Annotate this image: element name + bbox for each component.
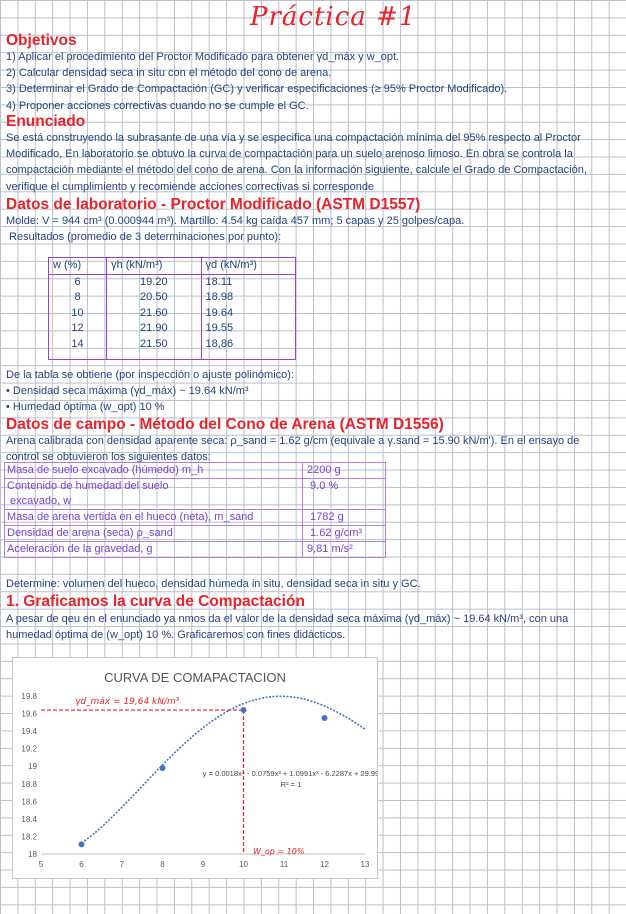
x-tick-label: 12 — [320, 860, 329, 869]
enunciado-text — [6, 130, 587, 195]
table-row — [5, 526, 386, 542]
table-row — [49, 321, 296, 337]
table-row — [5, 463, 386, 479]
section1-text — [6, 611, 568, 643]
conclusion-line: • Humedad óptima (w_opt) 10 % — [6, 401, 165, 414]
y-tick-label: 19.4 — [21, 727, 37, 737]
proctor-header-gd: γd (kN/m³) — [201, 258, 295, 275]
table-cell: 19.20 — [107, 274, 201, 290]
laboratorio-heading: Datos de laboratorio - Proctor Modificado (ASTM D1557) — [6, 196, 421, 213]
determine-line: Determine: volumen del hueco, densidad húmeda in situ, densidad seca in situ y GC. — [6, 578, 421, 590]
enunciado-line: Se está construyendo la subrasante de una vía y se especifica una compactación mínima del 95% respecto al Proctor — [6, 132, 581, 144]
field-label: Masa de arena vertida en el hueco (neta), m_sand — [5, 510, 303, 526]
conclusion-line: • Densidad seca máxima (γd_máx) ~ 19.64 kN/m³ — [6, 385, 249, 398]
campo-text — [6, 433, 579, 465]
y-tick-label: 18.8 — [21, 779, 37, 789]
page-title: Práctica #1 — [250, 2, 417, 32]
resultados-line: Resultados (promedio de 3 determinaciones por punto): — [6, 231, 282, 244]
data-point — [322, 715, 328, 721]
table-cell: 20.50 — [107, 290, 201, 306]
x-tick-label: 7 — [119, 860, 125, 869]
field-value: 9,81 m/s² — [303, 542, 386, 558]
x-tick-label: 8 — [160, 860, 165, 869]
section1-heading: 1. Graficamos la curva de Compactación — [6, 593, 305, 610]
y-tick-label: 19 — [28, 762, 37, 772]
x-tick-label: 6 — [79, 860, 84, 869]
table-cell: 21.60 — [107, 306, 201, 322]
y-tick-label: 18.2 — [21, 832, 37, 842]
table-cell: 21.90 — [107, 321, 201, 337]
table-row — [49, 274, 296, 290]
table-cell: 6 — [74, 275, 81, 288]
compaction-chart-svg — [13, 658, 377, 878]
campo-line: control se obtuvieron los siguientes datos: — [6, 451, 211, 464]
table-row — [49, 290, 296, 306]
ymax-annotation: γd_máx = 19,64 kN/m³ — [75, 697, 180, 707]
data-point — [79, 841, 85, 847]
section1-line: humedad óptima de (w_opt) 10 %. Graficaremos con fines didácticos. — [6, 629, 346, 642]
field-value: 2200 g — [303, 463, 386, 479]
y-tick-label: 19.2 — [21, 744, 37, 754]
table-row — [5, 542, 386, 558]
y-tick-label: 19.8 — [21, 692, 37, 701]
laboratorio-text — [6, 213, 464, 245]
wopt-annotation: W_op = 10% — [253, 847, 305, 856]
table-cell: 21.50 — [107, 337, 201, 359]
proctor-header-gh: γh (kN/m³) — [107, 258, 201, 275]
x-tick-label: 13 — [360, 860, 370, 869]
compaction-chart — [12, 657, 378, 879]
y-tick-label: 19.6 — [21, 709, 37, 719]
data-point — [241, 707, 247, 713]
chart-title: CURVA DE COMAPACTACION — [104, 670, 286, 685]
laboratorio-conclusion — [6, 367, 294, 416]
section1-line: A pesar de qeu en el enunciado ya nmos da el valor de la densidad seca máxima (γd_máx) ~ 19.64 kN/m³, con una — [6, 613, 569, 625]
table-cell: 8 — [74, 291, 81, 304]
table-cell: 18,86 — [201, 337, 295, 359]
proctor-header-w: w (%) — [49, 258, 107, 275]
table-row — [5, 479, 386, 510]
campo-heading: Datos de campo - Método del Cono de Arena (ASTM D1556) — [6, 416, 444, 433]
y-tick-label: 18.4 — [21, 814, 37, 824]
enunciado-heading: Enunciado — [6, 113, 86, 130]
molde-line: Molde: V = 944 cm³ (0.000944 m³). Martillo: 4.54 kg caída 457 mm; 5 capas y 25 golpes/capa. — [6, 215, 465, 227]
x-tick-label: 11 — [279, 860, 289, 869]
data-point — [160, 765, 166, 771]
table-cell: 18.98 — [201, 290, 295, 306]
conclusion-line: De la tabla se obtiene (por inspección o ajuste polinómico): — [6, 369, 294, 381]
objetivo-item: 3) Determinar el Grado de Compactación (GC) y verificar especificaciones (≥ 95% Proctor Modificado). — [6, 83, 508, 96]
field-label: Masa de suelo excavado (húmedo) m_h — [5, 463, 303, 479]
table-cell: 12 — [71, 322, 84, 335]
x-tick-label: 9 — [200, 860, 206, 869]
table-row — [5, 510, 386, 526]
field-label: Densidad de arena (seca) ρ_sand — [5, 526, 303, 542]
enunciado-line: compactación mediante el método del cono de arena. Con la información siguiente, calcule el Grado de Compactación, — [6, 164, 587, 177]
objetivo-item: 2) Calcular densidad seca in situ con el método del cono de arena. — [6, 67, 332, 80]
objetivo-item: 1) Aplicar el procedimiento del Proctor Modificado para obtener γd_máx y w_opt. — [6, 51, 400, 63]
cono-arena-table — [4, 462, 386, 558]
table-cell: 14 — [71, 337, 84, 350]
objetivos-heading: Objetivos — [6, 32, 77, 49]
objetivos-list — [6, 49, 507, 114]
objetivo-item: 4) Proponer acciones correctivas cuando no se cumple el GC. — [6, 99, 309, 112]
table-cell: 18.11 — [201, 274, 295, 290]
enunciado-line: Modificado, En laboratorio se obtuvo la curva de compactación para un suelo arenoso limoso. En obra se controla la — [6, 148, 573, 161]
table-cell: 19.64 — [201, 306, 295, 322]
proctor-table — [48, 257, 296, 360]
field-value: 9.0 % — [303, 479, 386, 510]
table-row — [49, 306, 296, 322]
field-label: Aceleración de la gravedad, g — [5, 542, 303, 558]
y-tick-label: 18 — [28, 850, 37, 859]
table-cell: 19.55 — [201, 321, 295, 337]
field-value: 1.62 g/cm³ — [303, 526, 386, 542]
field-value: 1782 g — [303, 510, 386, 526]
enunciado-line: verifique el cumplimiento y recomiende acciones correctivas si corresponde — [6, 180, 375, 193]
table-cell: 10 — [71, 306, 84, 319]
trendline-equation: y = 0.0018x⁴ - 0.0759x³ + 1.0991x² - 6.2287x + 29.99 — [202, 769, 377, 778]
campo-line: Arena calibrada con densidad aparente seca: ρ_sand = 1.62 g/cm (equivale a γ.sand = 15.90 kN/m'). En el ensayo de — [6, 435, 580, 447]
x-tick-label: 5 — [38, 860, 44, 869]
table-row — [49, 337, 296, 359]
y-tick-label: 18.6 — [21, 797, 37, 807]
trendline-r2: R² = 1 — [280, 780, 302, 789]
field-label: Contenido de humedad del suelo excavado, w — [5, 479, 303, 510]
x-tick-label: 10 — [239, 860, 248, 869]
